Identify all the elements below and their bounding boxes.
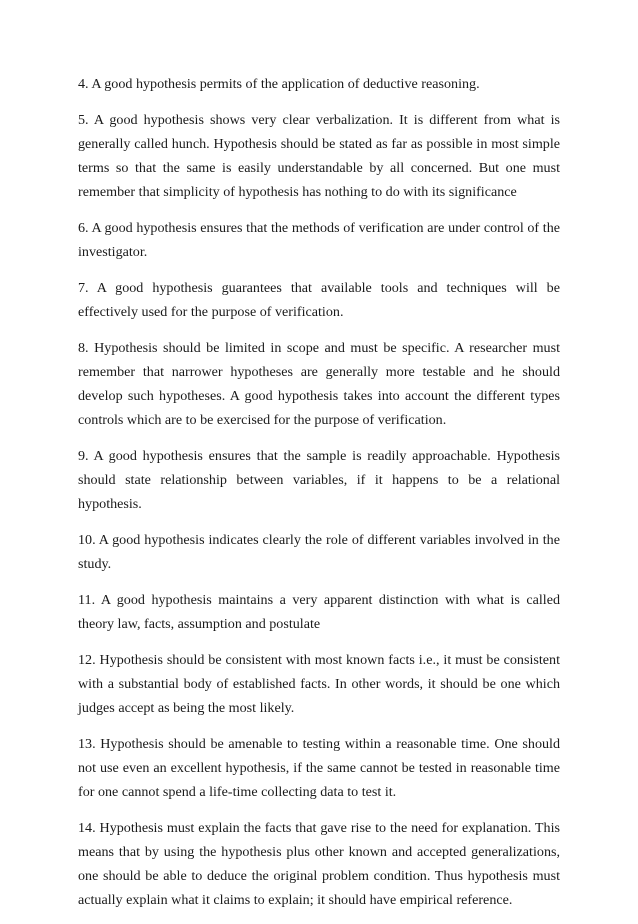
paragraph-point-11: 11. A good hypothesis maintains a very apparent distinction with what is called theory law, facts, assumption and postulate [78, 592, 560, 632]
paragraph-point-9: 9. A good hypothesis ensures that the sample is readily approachable. Hypothesis should state relationship between variables, if it happens to be a relational hypothesis. [78, 448, 560, 512]
paragraph-point-6: 6. A good hypothesis ensures that the methods of verification are under control of the investigator. [78, 220, 560, 260]
paragraph-point-10: 10. A good hypothesis indicates clearly the role of different variables involved in the study. [78, 532, 560, 572]
paragraph-point-7: 7. A good hypothesis guarantees that available tools and techniques will be effectively used for the purpose of verification. [78, 280, 560, 320]
paragraph-point-14: 14. Hypothesis must explain the facts that gave rise to the need for explanation. This means that by using the hypothesis plus other known and accepted generalizations, one should be able to deduce the original problem condition. Thus hypothesis must actually explain what it claims to explain; it should have empirical reference. [78, 820, 560, 908]
paragraph-point-8: 8. Hypothesis should be limited in scope and must be specific. A researcher must remember that narrower hypotheses are generally more testable and he should develop such hypotheses. A good hypothesis takes into account the different types controls which are to be exercised for the purpose of verification. [78, 340, 560, 428]
paragraph-point-12: 12. Hypothesis should be consistent with most known facts i.e., it must be consistent with a substantial body of established facts. In other words, it should be one which judges accept as being the most likely. [78, 652, 560, 716]
paragraph-point-5: 5. A good hypothesis shows very clear verbalization. It is different from what is generally called hunch. Hypothesis should be stated as far as possible in most simple terms so that the same is easily understandable by all concerned. But one must remember that simplicity of hypothesis has nothing to do with its significance [78, 112, 560, 200]
document-page [78, 72, 560, 924]
paragraph-point-4: 4. A good hypothesis permits of the application of deductive reasoning. [78, 76, 480, 92]
paragraph-point-13: 13. Hypothesis should be amenable to testing within a reasonable time. One should not use even an excellent hypothesis, if the same cannot be tested in reasonable time for one cannot spend a life-time collecting data to test it. [78, 736, 560, 800]
